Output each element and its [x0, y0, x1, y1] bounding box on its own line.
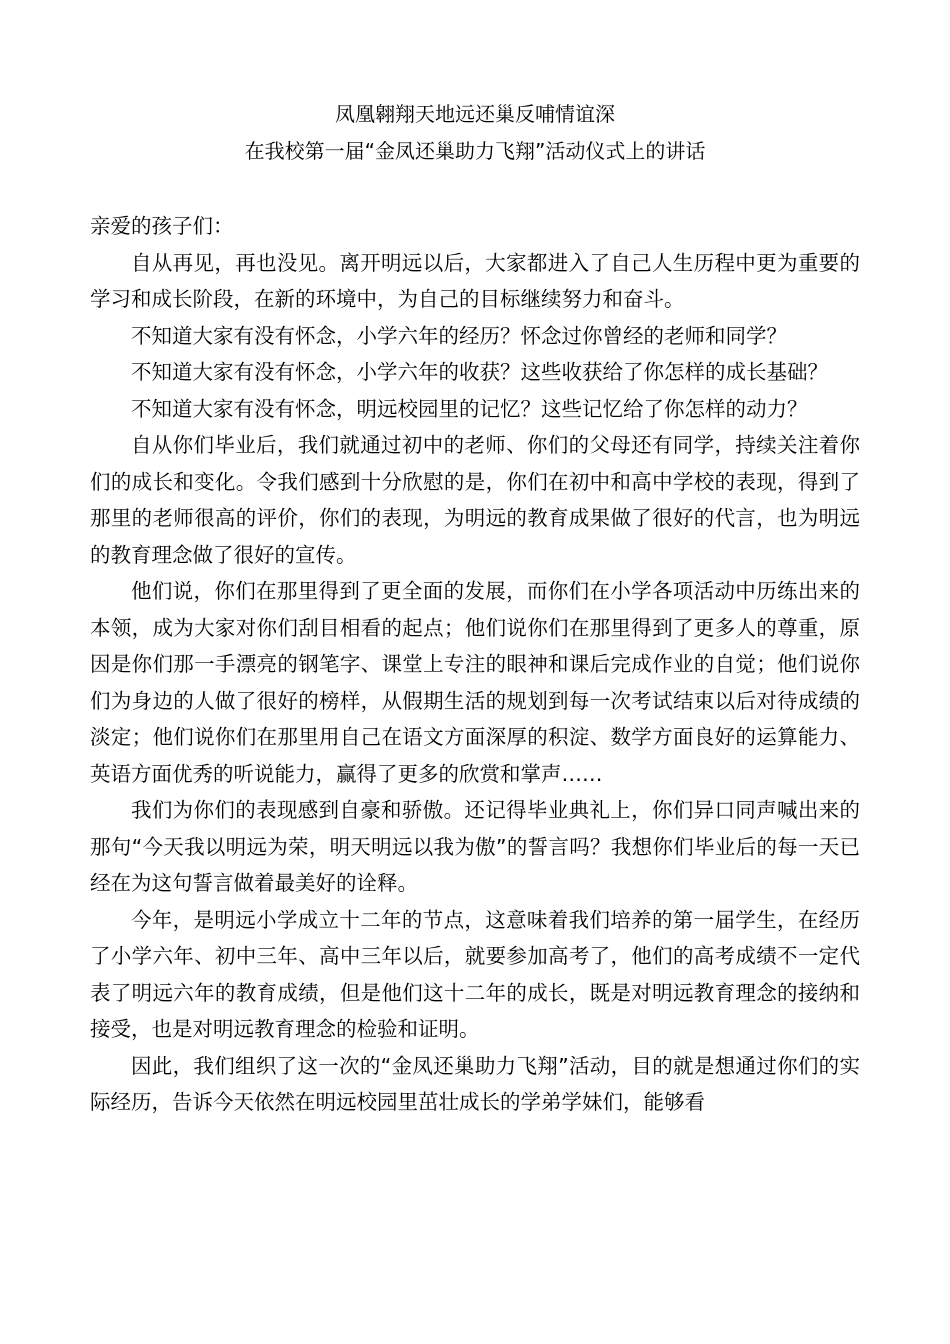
document-body [90, 208, 860, 1121]
paragraph: 我们为你们的表现感到自豪和骄傲。还记得毕业典礼上，你们异口同声喊出来的那句“今天我以明远为荣，明天明远以我为傲”的誓言吗？我想你们毕业后的每一天已经在为这句誓言做着最美好的诠释。 [90, 798, 860, 895]
document-title: 凤凰翱翔天地远还巢反哺情谊深 [335, 102, 615, 126]
paragraph: 自从再见，再也没见。离开明远以后，大家都进入了自己人生历程中更为重要的学习和成长阶段，在新的环境中，为自己的目标继续努力和奋斗。 [90, 250, 860, 311]
paragraph: 他们说，你们在那里得到了更全面的发展，而你们在小学各项活动中历练出来的本领，成为大家对你们刮目相看的起点；他们说你们在那里得到了更多人的尊重，原因是你们那一手漂亮的钢笔字、课堂上专注的眼神和课后完成作业的自觉；他们说你们为身边的人做了很好的榜样，从假期生活的规划到每一次考试结束以后对待成绩的淡定；他们说你们在那里用自己在语文方面深厚的积淀、数学方面良好的运算能力、英语方面优秀的听说能力，赢得了更多的欣赏和掌声…… [90, 579, 860, 786]
salutation: 亲爱的孩子们： [90, 214, 234, 238]
paragraph: 不知道大家有没有怀念，小学六年的收获？这些收获给了你怎样的成长基础？ [131, 360, 828, 384]
paragraph: 因此，我们组织了这一次的“金凤还巢助力飞翔”活动，目的就是想通过你们的实际经历，告诉今天依然在明远校园里茁壮成长的学弟学妹们，能够看 [90, 1053, 860, 1114]
paragraph: 不知道大家有没有怀念，小学六年的经历？怀念过你曾经的老师和同学？ [131, 323, 787, 348]
paragraph: 不知道大家有没有怀念，明远校园里的记忆？这些记忆给了你怎样的动力？ [131, 396, 808, 421]
paragraph: 今年，是明远小学成立十二年的节点，这意味着我们培养的第一届学生，在经历了小学六年、初中三年、高中三年以后，就要参加高考了，他们的高考成绩不一定代表了明远六年的教育成绩，但是他们这十二年的成长，既是对明远教育理念的接纳和接受，也是对明远教育理念的检验和证明。 [90, 907, 860, 1041]
paragraph: 自从你们毕业后，我们就通过初中的老师、你们的父母还有同学，持续关注着你们的成长和变化。令我们感到十分欣慰的是，你们在初中和高中学校的表现，得到了那里的老师很高的评价，你们的表现，为明远的教育成果做了很好的代言，也为明远的教育理念做了很好的宣传。 [90, 433, 860, 567]
document-subtitle: 在我校第一届“金凤还巢助力飞翔”活动仪式上的讲话 [244, 139, 706, 163]
